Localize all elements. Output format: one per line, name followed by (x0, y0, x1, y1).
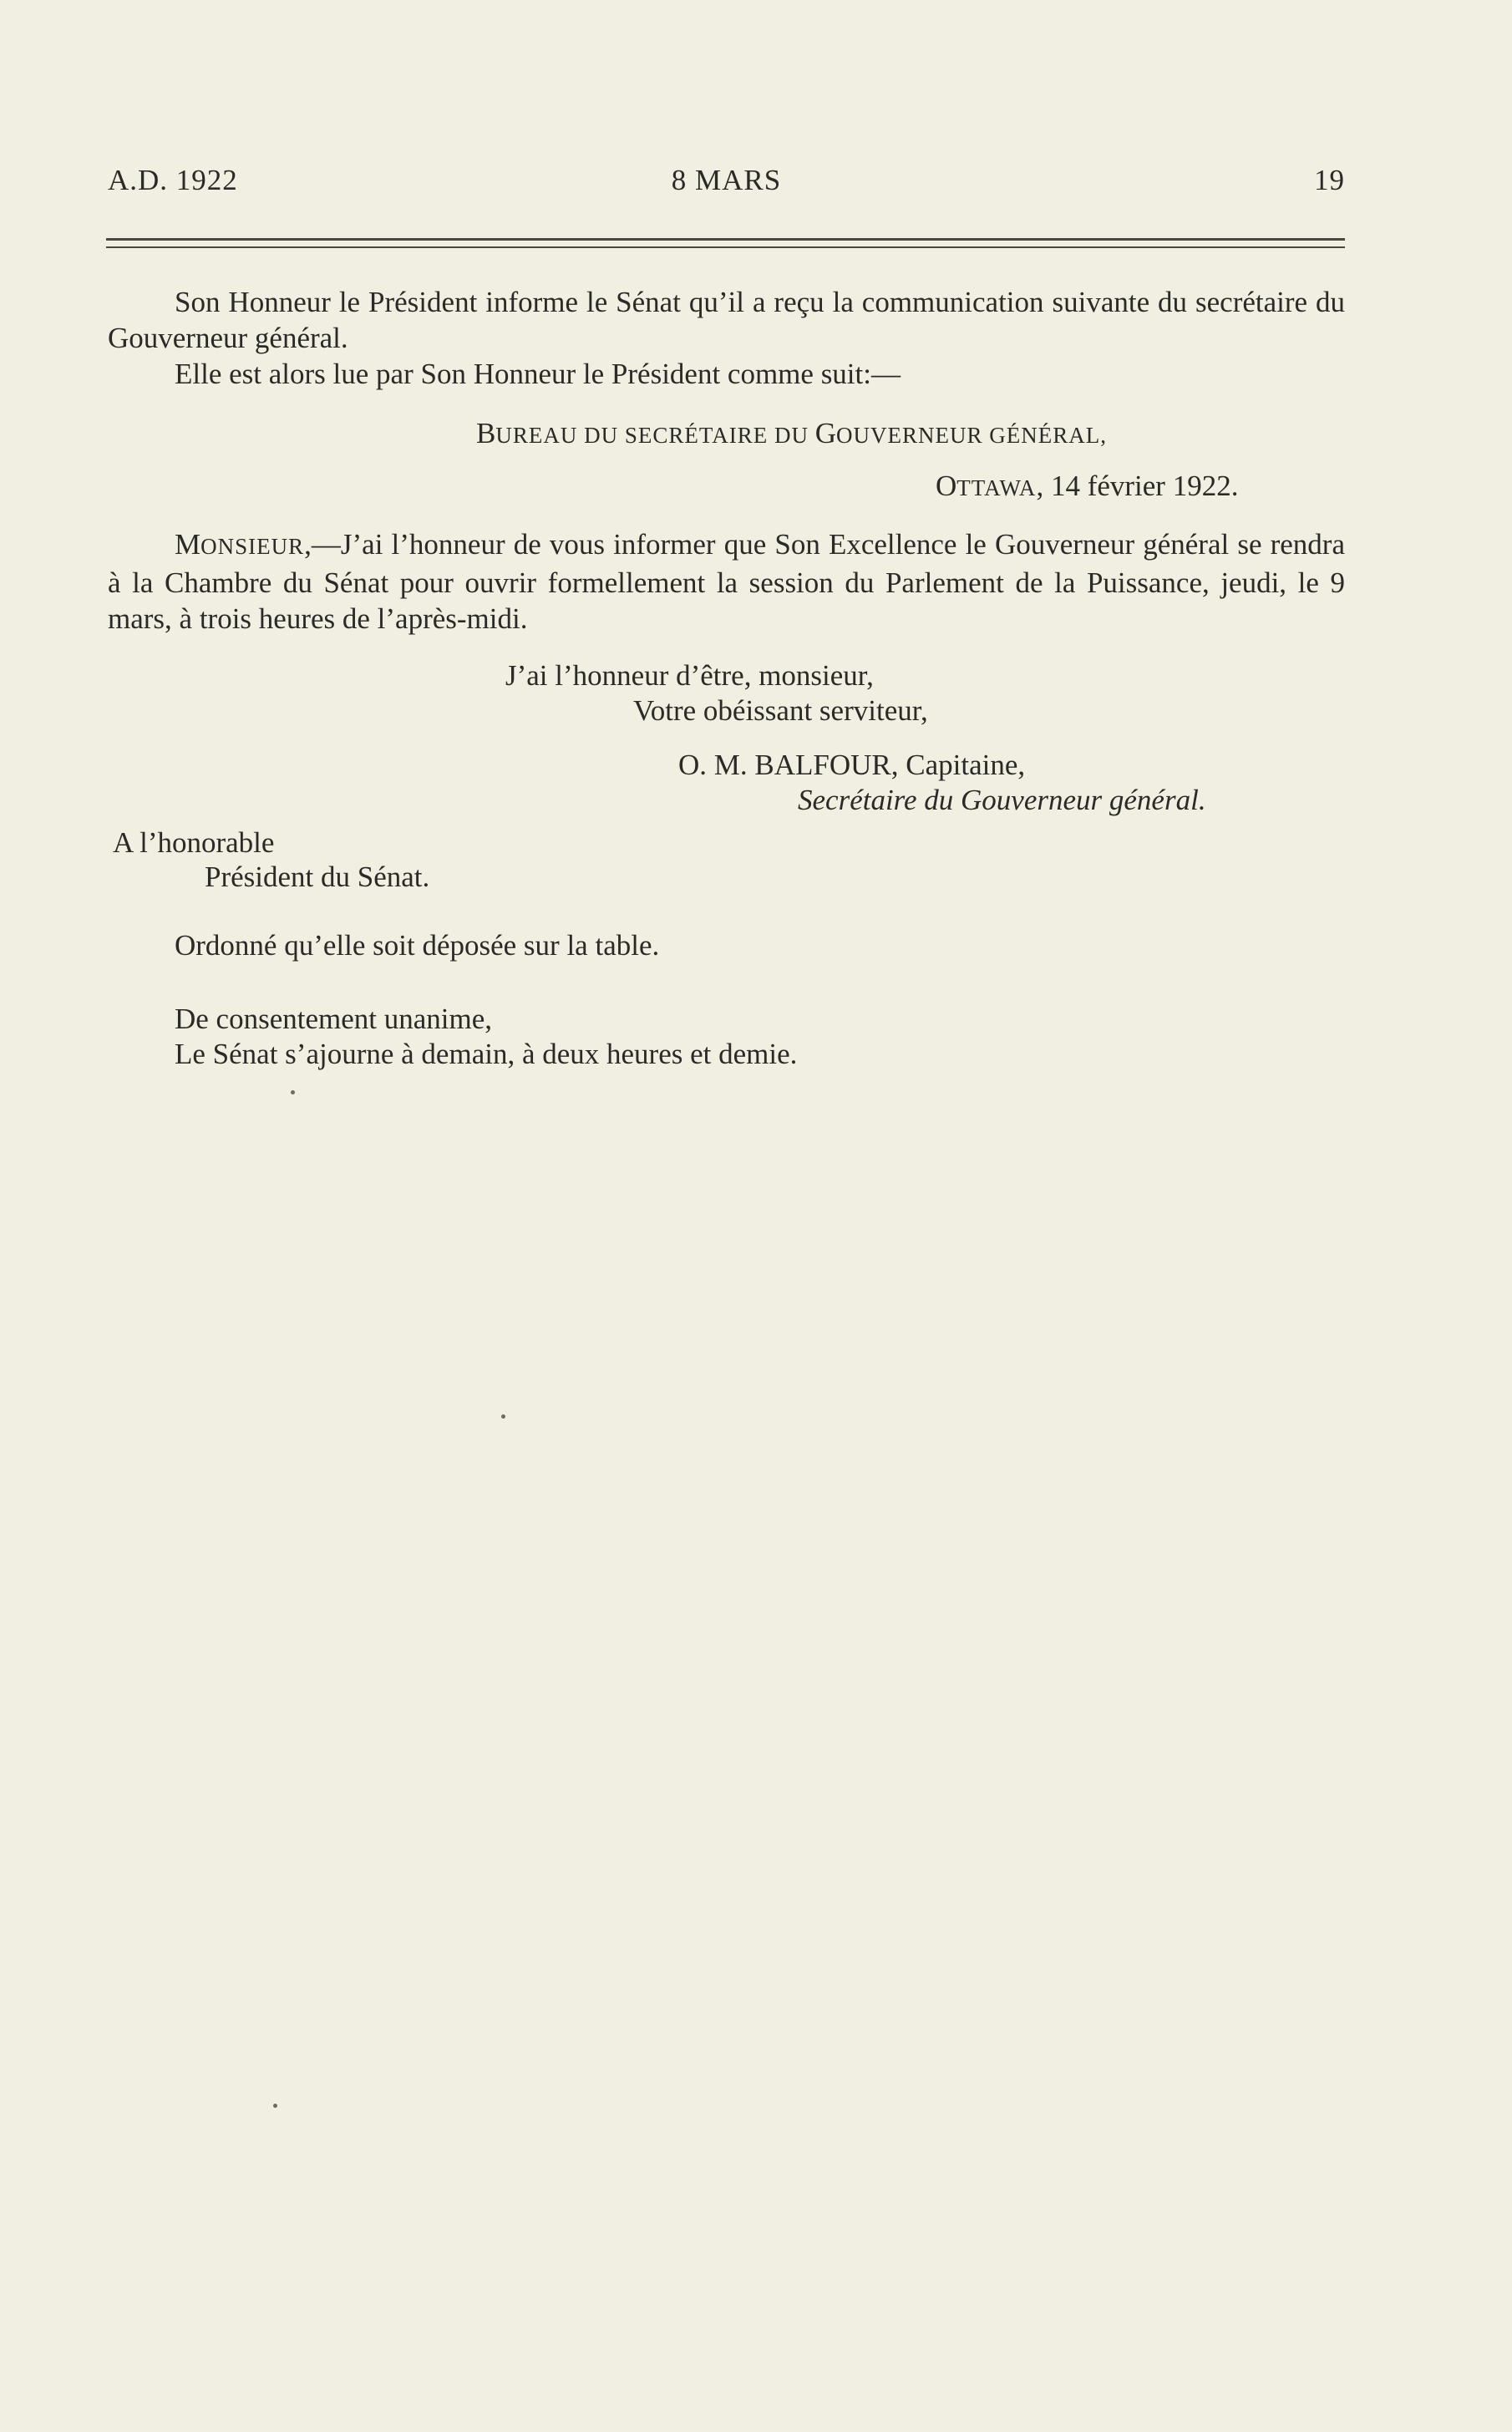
addressee-line-2: Président du Sénat. (205, 861, 430, 893)
office-cap-2: G (814, 417, 836, 449)
page-number: 19 (1314, 164, 1345, 196)
adjourn-line-1: De consentement unanime, (175, 1003, 493, 1035)
salutation-small: ONSIEUR (200, 534, 305, 559)
office-small-1: UREAU DU SECRÉTAIRE DU (495, 423, 815, 448)
paper-speck (501, 1414, 505, 1419)
letter-place-date (936, 468, 1238, 506)
paper-speck (291, 1090, 295, 1094)
place-small: TTAWA (956, 475, 1037, 500)
letter-office-heading (476, 415, 1107, 454)
intro-paragraph: Son Honneur le Président informe le Sénat qu’il a reçu la communication suivante du secrétaire du Gouverneur général. (108, 286, 1345, 354)
closing-line-2: Votre obéissant serviteur, (633, 694, 928, 727)
header-date: 8 MARS (671, 164, 782, 196)
signature-title: Secrétaire du Gouverneur général. (798, 784, 1206, 816)
office-cap-1: B (476, 417, 496, 449)
closing-line-1: J’ai l’honneur d’être, monsieur, (505, 659, 874, 692)
letter-body-text: ,—J’ai l’honneur de vous informer que Son Excellence le Gouverneur général se rendra à la Chambre du Sénat pour ouvrir formellement la session du Parlement de la Puissance, jeudi, le 9 mars, à trois heures de l’après-midi. (108, 528, 1345, 635)
header-year: A.D. 1922 (108, 164, 238, 196)
salutation-cap: M (175, 528, 201, 561)
letter-body (108, 526, 1345, 637)
signature-name: O. M. BALFOUR, Capitaine, (678, 749, 1026, 781)
order-line: Ordonné qu’elle soit déposée sur la table. (175, 929, 660, 962)
intro-read-line: Elle est alors lue par Son Honneur le Président comme suit:— (175, 358, 901, 390)
place-date: , 14 février 1922. (1036, 470, 1239, 502)
adjourn-line-2: Le Sénat s’ajourne à demain, à deux heures et demie. (175, 1038, 798, 1070)
office-small-2: OUVERNEUR GÉNÉRAL, (835, 423, 1107, 448)
header-rule-thin (106, 246, 1345, 248)
addressee-line-1: A l’honorable (113, 826, 275, 859)
header-rule-thick (106, 238, 1345, 241)
paper-speck (273, 2104, 277, 2108)
running-header (108, 164, 1345, 201)
place-cap: O (936, 470, 957, 502)
